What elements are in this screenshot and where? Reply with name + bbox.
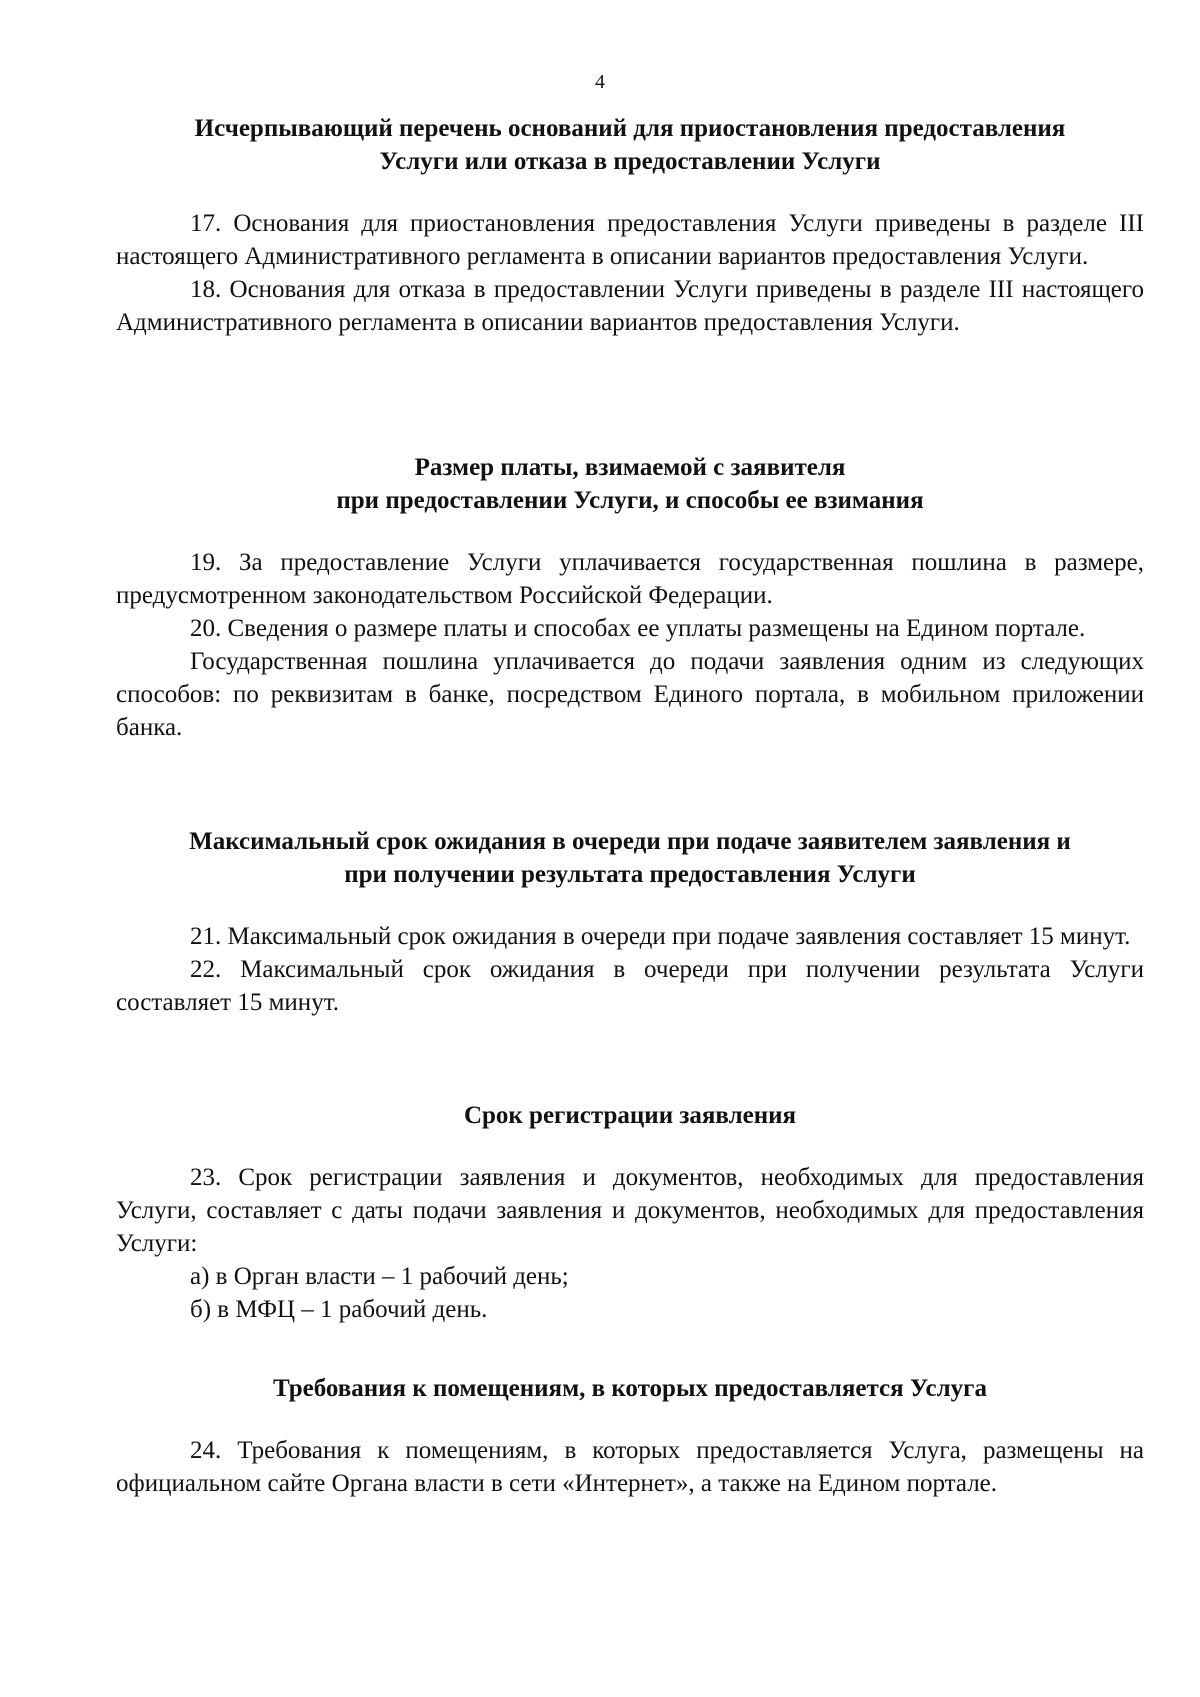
page-number: 4 bbox=[595, 71, 605, 93]
list-item: б) в МФЦ – 1 рабочий день. bbox=[190, 1296, 488, 1323]
heading-line: Размер платы, взимаемой с заявителя bbox=[414, 454, 846, 481]
heading-line: Исчерпывающий перечень оснований для приостановления предоставления bbox=[194, 115, 1066, 142]
heading-line: Требования к помещениям, в которых предоставляется Услуга bbox=[272, 1375, 988, 1402]
heading-line: при получении результата предоставления Услуги bbox=[344, 861, 916, 888]
paragraph-21: 21. Максимальный срок ожидания в очереди при подаче заявления составляет 15 минут. bbox=[190, 923, 1131, 950]
paragraph-18: 18. Основания для отказа в предоставлении Услуги приведены в разделе III настоящего Административного регламента в описании вариантов предоставления Услуги. bbox=[116, 276, 1144, 336]
paragraph-22: 22. Максимальный срок ожидания в очереди при получении результата Услуги составляет 15 минут. bbox=[116, 956, 1144, 1016]
paragraph-19: 19. За предоставление Услуги уплачивается государственная пошлина в размере, предусмотренном законодательством Российской Федерации. bbox=[116, 549, 1144, 609]
paragraph-fee-methods: Государственная пошлина уплачивается до подачи заявления одним из следующих способов: по реквизитам в банке, посредством Единого портала, в мобильном приложении банка. bbox=[116, 648, 1144, 741]
heading-line: при предоставлении Услуги, и способы ее взимания bbox=[336, 487, 924, 514]
section-heading bbox=[116, 1099, 1144, 1132]
section-heading bbox=[116, 112, 1144, 178]
section-queue-time bbox=[116, 825, 1144, 1019]
section-premises bbox=[116, 1372, 1144, 1500]
section-fee bbox=[116, 451, 1144, 744]
section-heading bbox=[116, 825, 1144, 891]
paragraph-17: 17. Основания для приостановления предоставления Услуги приведены в разделе III настоящего Административного регламента в описании вариантов предоставления Услуги. bbox=[116, 210, 1144, 270]
section-heading bbox=[116, 451, 1144, 517]
section-registration-term bbox=[116, 1099, 1144, 1326]
heading-line: Максимальный срок ожидания в очереди при подаче заявителем заявления и bbox=[189, 828, 1071, 855]
list-item: а) в Орган власти – 1 рабочий день; bbox=[190, 1263, 569, 1290]
heading-line: Услуги или отказа в предоставлении Услуги bbox=[379, 148, 881, 175]
paragraph-20: 20. Сведения о размере платы и способах ее уплаты размещены на Едином портале. bbox=[190, 615, 1086, 642]
section-suspension-grounds bbox=[116, 112, 1144, 339]
paragraph-23: 23. Срок регистрации заявления и документов, необходимых для предоставления Услуги, составляет с даты подачи заявления и документов, необходимых для предоставления Услуги: bbox=[116, 1164, 1144, 1257]
heading-line: Срок регистрации заявления bbox=[463, 1102, 797, 1129]
section-heading bbox=[116, 1372, 1144, 1405]
paragraph-24: 24. Требования к помещениям, в которых предоставляется Услуга, размещены на официальном сайте Органа власти в сети «Интернет», а также на Едином портале. bbox=[116, 1437, 1144, 1497]
